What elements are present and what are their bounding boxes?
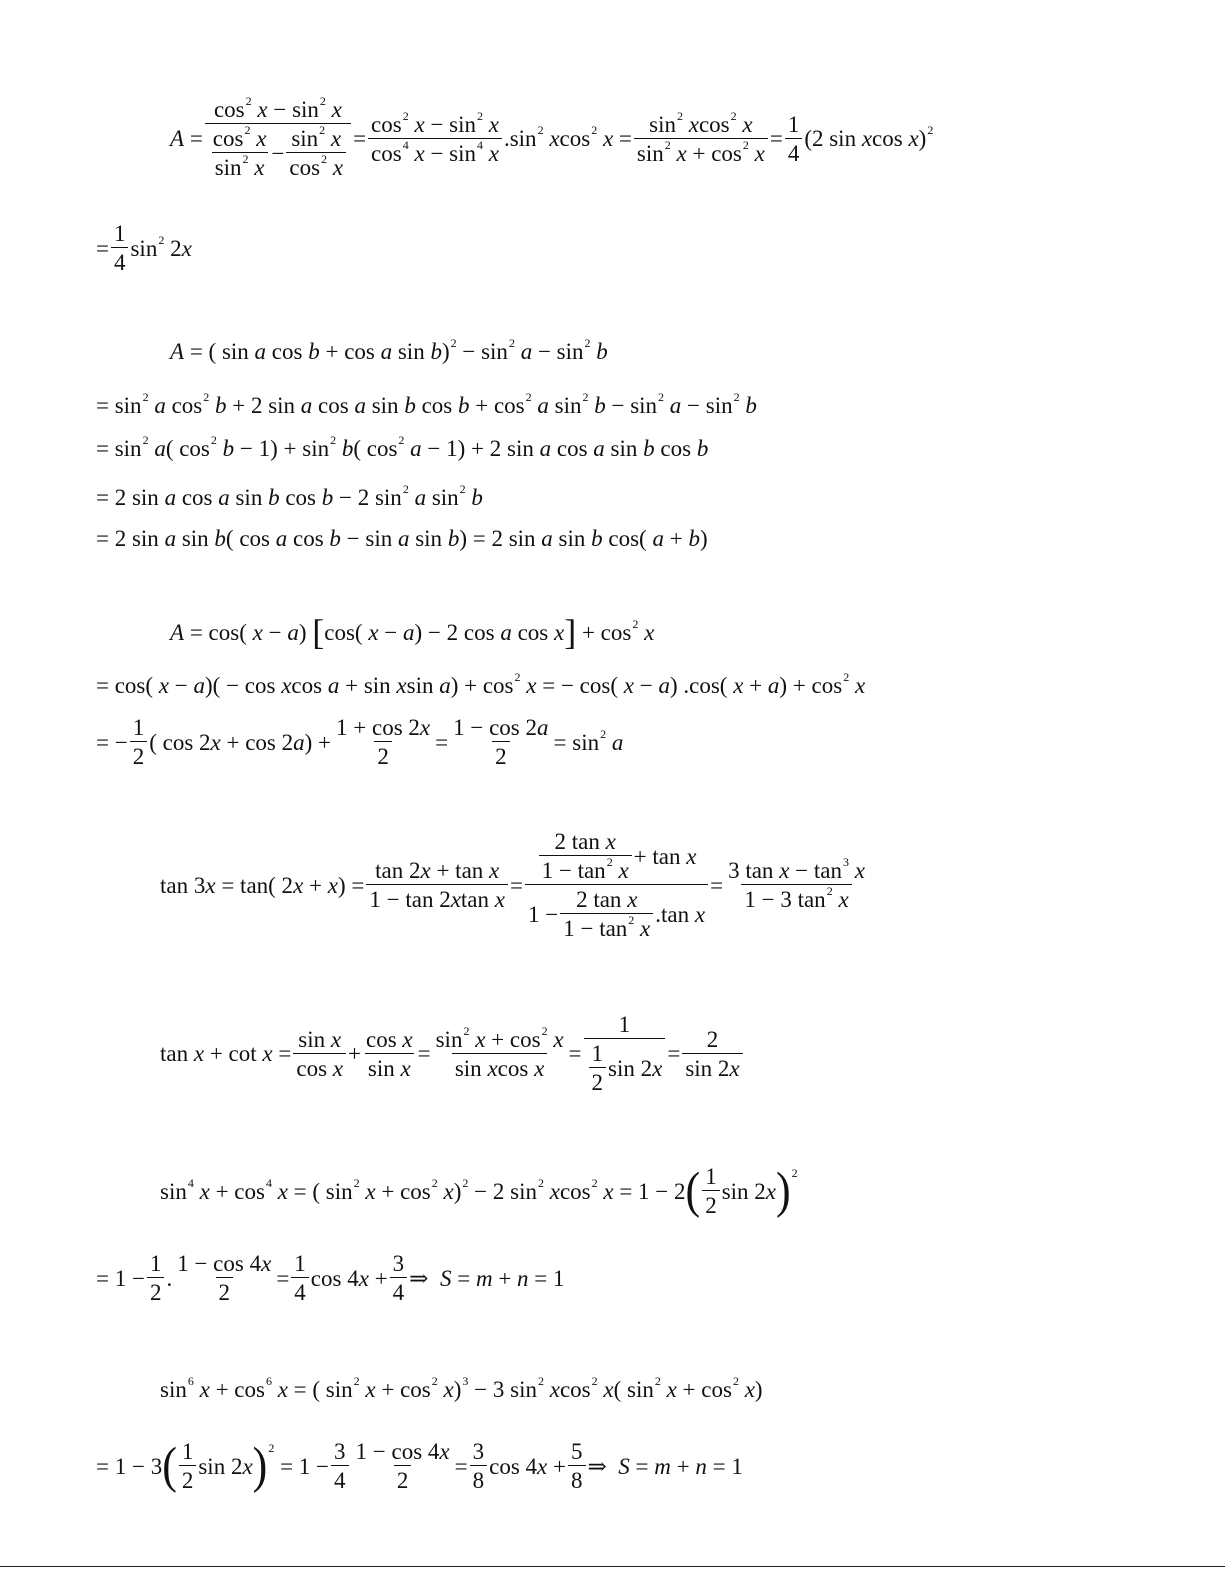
equation-13: $\sin^4 x + \cos^4 x$ = ( $\sin^2 x + \cos^2 x)^2 - 2$ $\sin^2 xcos^2$ x = 1 − 2 ( $\frac{1}{2}$ sin 2x ) $^2$ (160, 1162, 798, 1219)
equation-4: = $\sin^2 a$ $\cos^2 b + 2$ sin a cos a sin b $\cos b + \cos^2 a$ $\sin^2 b - \sin^2 a - \sin^2 b$ (96, 390, 757, 418)
equation-1: A = $\cos^2 x - \sin^2 x$ $\frac{\cos^2 x}{\sin^2 x}$ − $\frac{\sin^2 x}{\cos^2 x}$ = $\frac{\cos^2 x - \sin^2 x}{\cos^4 x - \sin^4 x}$ $.\sin^2$ xcos$^2$ x = $\frac{\sin^2 xcos^2 x}{\sin^2 x + \cos^2 x}$ = $\frac{1}{4}$ (2 sin xcos x)$^2$ (170, 94, 934, 180)
equation-3: A = ( sin a cos b + cos a $\sin b)^2 - \sin^2 a - \sin^2 b$ (170, 336, 608, 364)
equation-12: tan x + cot x = $\frac{\text{sin x}}{\text{cos x}}$ + $\frac{\text{cos x}}{\text{sin x}}$ = $\frac{\sin^2 x + \cos^2 x}{\text{sin xcos x}}$ = 1 $\frac{1}{2}$ sin 2x = $\frac{2}{\sin 2x}$ (160, 1013, 745, 1094)
equation-14: = 1 − $\frac{1}{2}$ . $\frac{1 - \cos 4x}{2}$ = $\frac{1}{4}$ cos 4x + $\frac{3}{4}$ ⇒ S = m + n = 1 (96, 1251, 565, 1305)
equation-16: = 1 − 3 ( $\frac{1}{2}$ sin 2x ) $^2$ = 1 − $\frac{3}{4}$ $\frac{1 - \cos 4x}{2}$ = $\frac{3}{8}$ cos 4x + $\frac{5}{8}$ ⇒ S = m + n = 1 (96, 1437, 743, 1494)
equation-10: = − $\frac{1}{2}$ ( cos 2x + cos 2a) + $\frac{1 + \cos 2x}{2}$ = $\frac{1 - \cos 2a}{2}$ = $\sin^2 a$ (96, 715, 624, 769)
equation-6: = 2 sin a cos a sin b cos b − 2 $\sin^2 a$ $\sin^2 b$ (96, 482, 483, 510)
equation-8: A = cos( x − a) [ cos( x − a) − 2 cos a cos x ] + $\cos^2 x$ (170, 612, 655, 652)
equation-5: = $\sin^2 a$( $\cos^2 b - 1) + \sin^2 b$( $\cos^2 a - 1) + 2$ sin a cos a sin b cos b (96, 433, 709, 461)
equation-2: = $\frac{1}{4}$ $\sin^2 2x$ (96, 221, 192, 275)
equation-9: = cos( x − a)( − cos xcos a + sin xsin $a) + \cos^2 x$ = − cos( x − a) .cos( $x + a) + \cos^2 x$ (96, 670, 866, 698)
equation-7: = 2 sin a sin b( cos a cos b − sin a sin b) = 2 sin a sin b cos( a + b) (96, 526, 708, 551)
equation-11: tan 3x = tan( 2x + x) = $\frac{\text{tan 2x + tan x}}{\text{1 − tan 2xtan x}}$ = $\frac{\text{2 tan x}}{1 - \tan^2 x}$ + tan x 1 − $\frac{\text{2 tan x}}{1 - \tan^2 x}$ .tan x = $\frac{3 \tan x - \tan^3 x}{1 - 3 \tan^2 x}$ (160, 829, 865, 941)
page-bottom-rule (0, 1566, 1225, 1567)
equation-15: $\sin^6 x + \cos^6 x$ = ( $\sin^2 x + \cos^2 x)^3 - 3$ $\sin^2 xcos^2$ x( $\sin^2 x + \cos^2 x$) (160, 1374, 763, 1402)
